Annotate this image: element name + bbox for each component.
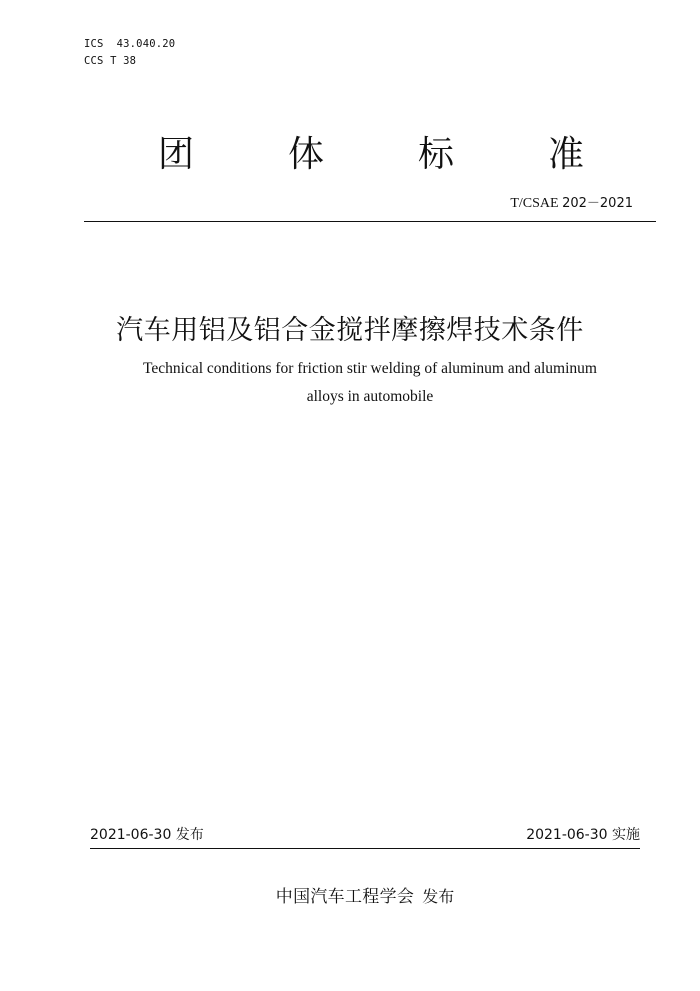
title-english — [90, 355, 650, 411]
title-english-line-1: Technical conditions for friction stir welding of aluminum and aluminum — [143, 360, 597, 377]
standard-type-char-3: 标 — [417, 134, 454, 175]
classification-block — [84, 36, 175, 70]
standard-type-heading — [84, 126, 644, 174]
footer-divider — [90, 848, 640, 849]
title-english-line-2: alloys in automobile — [306, 388, 434, 405]
standard-type-char-1: 团 — [158, 134, 195, 175]
standard-number-prefix: T/CSAE — [510, 196, 563, 211]
dates-row — [90, 824, 640, 844]
implementation-date: 2021-06-30 实施 — [526, 827, 640, 843]
issue-date: 2021-06-30 发布 — [90, 827, 204, 843]
title-chinese: 汽车用铝及铝合金搅拌摩擦焊技术条件 — [116, 315, 584, 346]
standard-number-code: 202－2021 — [562, 196, 633, 211]
standard-type-char-2: 体 — [287, 134, 324, 175]
ics-code: ICS 43.040.20 — [84, 38, 176, 50]
publisher-action: 发布 — [422, 887, 455, 906]
publisher-line — [0, 882, 700, 907]
header-divider — [84, 221, 656, 222]
publisher-organization: 中国汽车工程学会 — [275, 887, 415, 907]
standard-number — [510, 192, 633, 212]
ccs-code: CCS T 38 — [84, 55, 137, 67]
standard-type-char-4: 准 — [547, 134, 584, 175]
